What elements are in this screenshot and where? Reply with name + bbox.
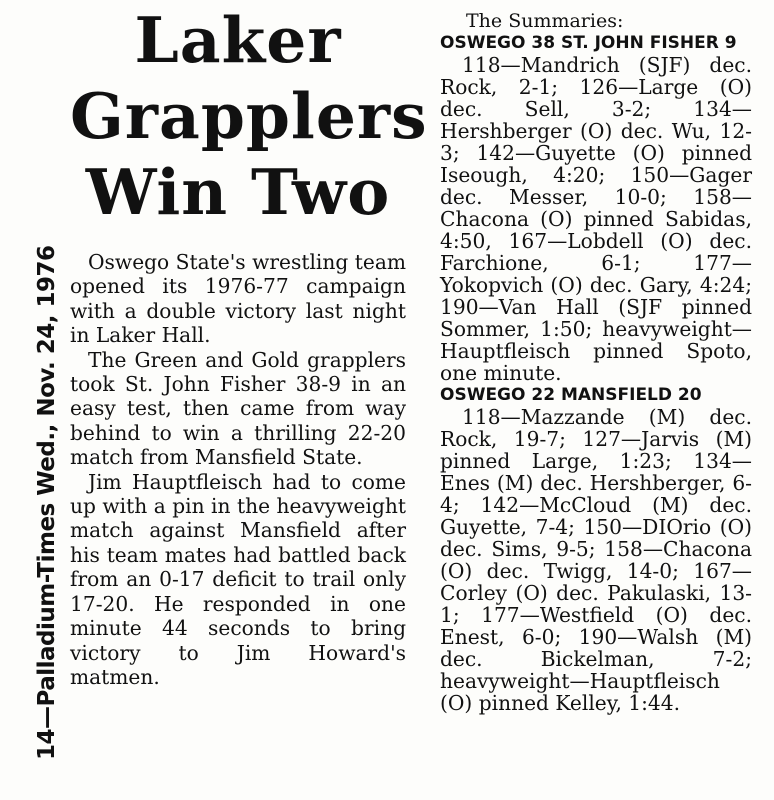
headline-line-1: Laker	[134, 3, 342, 77]
headline-line-2: Grapplers	[70, 79, 428, 153]
summary-results-fisher: 118—Mandrich (SJF) dec. Rock, 2-1; 126—Large (O) dec. Sell, 3-2; 134—Hershberger (O) dec. Wu, 12-3; 142—Guyette (O) pinned Iseough, 4:20; 150—Gager dec. Messer, 10-0; 158—Chacona (O) pinned Sabidas, 4:50, 167—Lobdell (O) dec. Farchione, 6-1; 177—Yokopvich (O) dec. Gary, 4:24; 190—Van Hall (SJF pinned Sommer, 1:50; heavyweight—Hauptfleisch pinned Spoto, one minute.	[440, 53, 752, 385]
headline-line-3: Win Two	[85, 155, 391, 229]
summary-heading-mansfield: OSWEGO 22 MANSFIELD 20	[440, 385, 702, 405]
headline	[70, 2, 428, 230]
paragraph-3: Jim Hauptfleisch had to come up with a pin in the heavyweight match against Mansfield after his team mates had battled back from an 0-17 deficit to trail only 17-20. He responded in one minute 44 seconds to bring victory to Jim Howard's matmen.	[70, 469, 406, 689]
summaries-column	[440, 10, 752, 714]
newspaper-dateline	[2, 0, 62, 800]
summaries-title: The Summaries:	[466, 10, 624, 32]
summary-heading-fisher: OSWEGO 38 ST. JOHN FISHER 9	[440, 33, 737, 53]
paragraph-2: The Green and Gold grapplers took St. John Fisher 38-9 in an easy test, then came from way behind to win a thrilling 22-20 match from Mansfield State.	[70, 347, 406, 470]
paragraph-1: Oswego State's wrestling team opened its 1976-77 campaign with a double victory last night in Laker Hall.	[70, 250, 406, 348]
article-column	[70, 2, 428, 689]
summary-results-mansfield: 118—Mazzande (M) dec. Rock, 19-7; 127—Jarvis (M) pinned Large, 1:23; 134—Enes (M) dec. Hershberger, 6-4; 142—McCloud (M) dec. Guyette, 7-4; 150—DIOrio (O) dec. Sims, 9-5; 158—Chacona (O) dec. Twigg, 14-0; 167—Corley (O) dec. Pakulaski, 13-1; 177—Westfield (O) dec. Enest, 6-0; 190—Walsh (M) dec. Bickelman, 7-2; heavyweight—Hauptfleisch (O) pinned Kelley, 1:44.	[440, 405, 752, 715]
article-body	[70, 250, 406, 689]
dateline-text: 14—Palladium-Times Wed., Nov. 24, 1976	[34, 245, 60, 760]
